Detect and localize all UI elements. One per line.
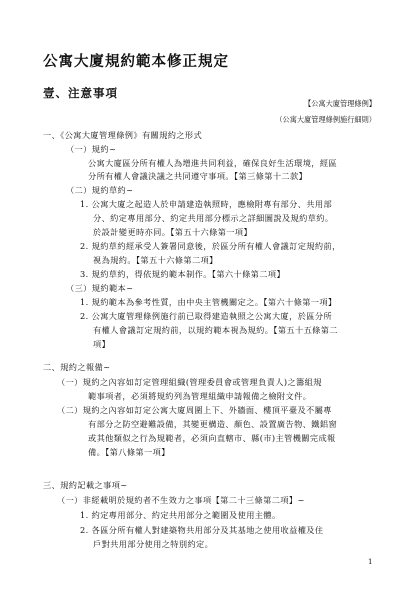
page-number: 1 [368,558,373,566]
reference-note-enforcement-rules: （公寓大廈管理條例施行細則） [275,115,376,124]
body-line: 備。【第八條第一項】 [88,447,170,457]
body-line: 於設計變更時亦同。【第五十六條第一項】 [93,227,253,237]
subheading-2-2: （二）規約之內容如訂定公寓大廈周圍上下、外牆面、樓頂平臺及不屬專 [57,405,332,415]
body-line: 視為規約。【第五十六條第二項】 [93,255,218,265]
list-item: 1. 規約範本為參考性質，由中央主管機關定之。【第六十條第一項】 [80,297,337,307]
subheading-1-2: （二）規約草約~ [66,185,134,195]
subheading-2-1: （一）規約之內容如訂定管理組織(管理委員會或管理負責人)之籌組規 [57,377,322,387]
body-line: 有權人會議訂定規約前，以規約範本視為規約。【第五十五條第二 [93,325,338,335]
heading-3: 三、規約記載之事項~ [43,480,128,490]
section-heading: 壹、注意事項 [43,86,118,100]
list-item: 2. 公寓大廈管理條例施行前已取得建造執照之公寓大廈，於區分所 [80,311,333,321]
heading-2: 二、規約之報備~ [43,362,111,372]
body-line: 項】 [93,339,111,349]
body-line: 戶對共用部分使用之特別約定。 [93,539,214,549]
heading-1: 一、《公寓大廈管理條例》有關規約之形式 [43,130,203,140]
body-line: 範事項者，必須將規約列為管理組織申請報備之檢附文件。 [88,391,312,401]
list-item: 1. 約定專用部分、約定共用部分之範圍及使用主體。 [80,510,281,520]
subheading-1-1: （一）規約~ [66,144,117,154]
subheading-3-1: （一）非經載明於規約者不生效力之事項【第二十三條第二項】~ [57,495,305,505]
list-item: 2. 規約草約經承受人簽署同意後，於區分所有權人會議訂定規約前， [80,241,341,251]
list-item: 2. 各區分所有權人對建築物共用部分及其基地之使用收益權及住 [80,525,324,535]
subheading-1-3: （三）規約範本~ [66,283,134,293]
body-line: 公寓大廈區分所有權人為增進共同利益，確保良好生活環境，經區 [88,158,338,168]
document-title: 公寓大廈規約範本修正規定 [43,53,229,70]
body-line: 分所有權人會議決議之共同遵守事項。【第三條第十二款】 [88,171,308,181]
body-line: 或其他類似之行為規範者，必須向直轄市、縣(市)主管機關完成報 [88,433,336,443]
list-item: 1. 公寓大廈之起造人於申請建造執照時，應檢附專有部分、共用部 [80,199,333,209]
body-line: 有部分之防空避難設備，其變更構造、顏色、設置廣告物、鐵鋁窗 [88,419,338,429]
body-line: 分、約定專用部分、約定共用部分標示之詳細圖說及規約草約。 [93,213,334,223]
list-item: 3. 規約草約，得依規約範本制作。【第六十條第二項】 [80,269,286,279]
reference-note-regulation: 【公寓大廈管理條例】 [304,99,376,108]
